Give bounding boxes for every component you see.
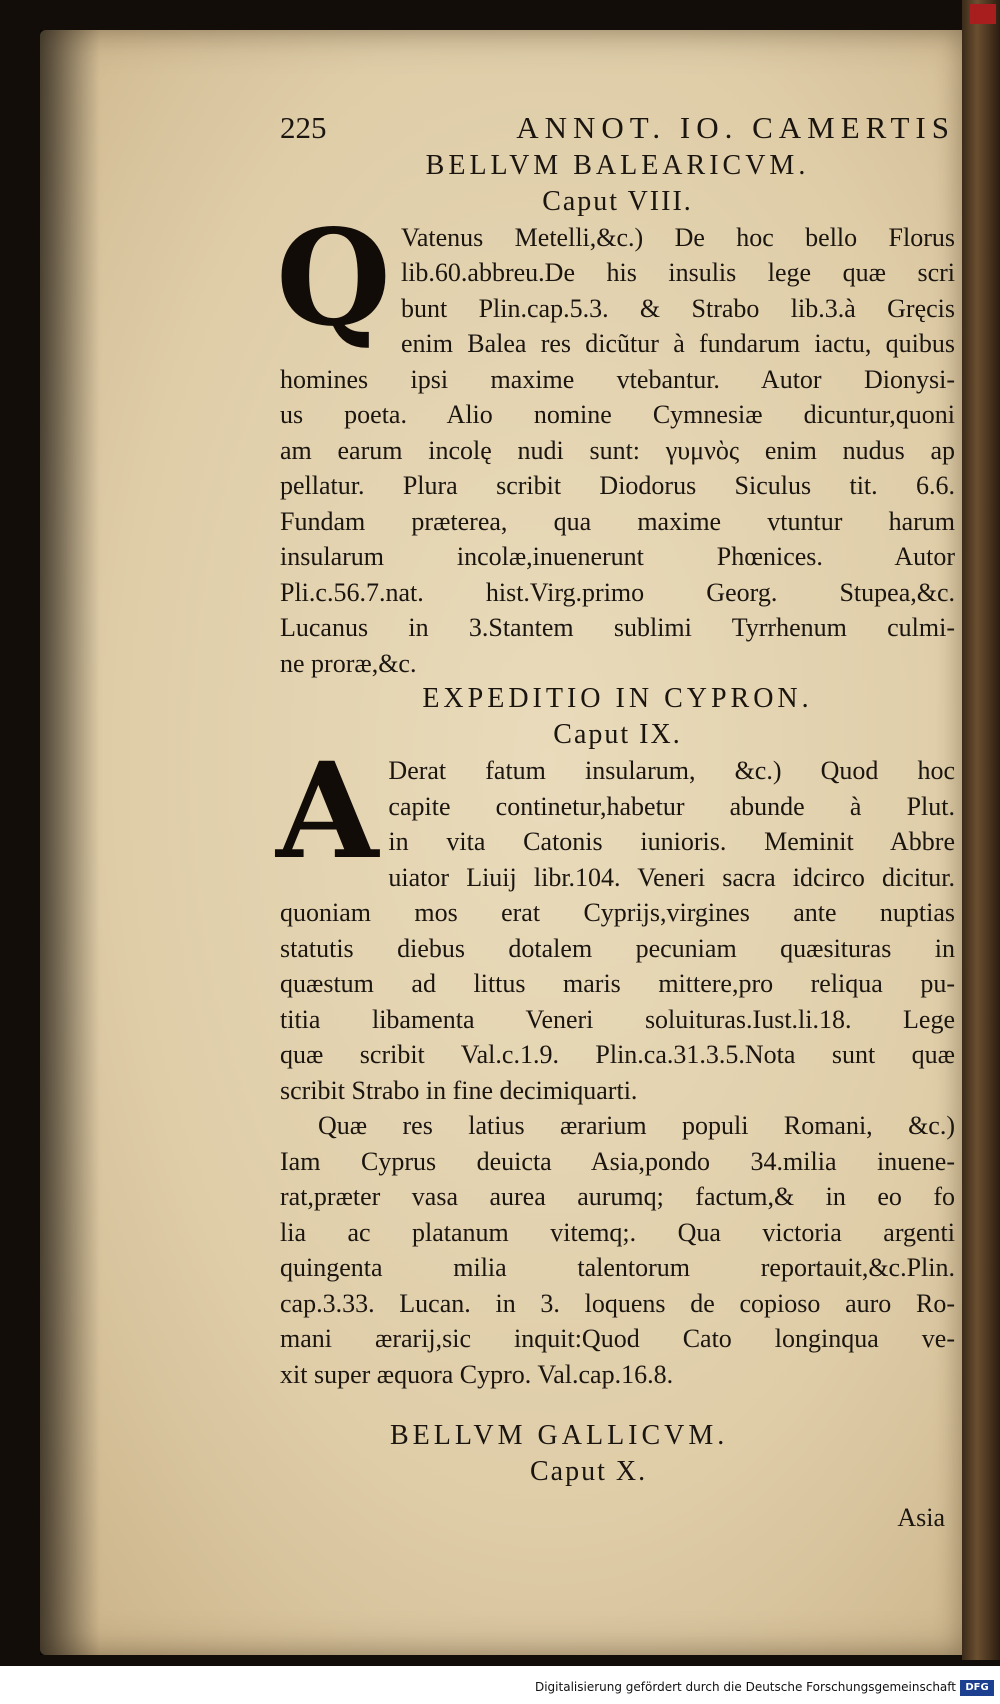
- text-line: Pli.c.56.7.nat. hist.Virg.primo Georg. Stupea,&c.: [280, 577, 955, 607]
- book-edge: [962, 0, 1000, 1660]
- text-line: Lucanus in 3.Stantem sublimi Tyrrhenum culmi-: [280, 613, 955, 642]
- text-line: quæ scribit Val.c.1.9. Plin.ca.31.3.5.Nota sunt quæ: [280, 1040, 955, 1069]
- text-line: pellatur. Plura scribit Diodorus Siculus tit. 6.6.: [280, 471, 955, 500]
- footer-bar: [0, 1666, 1000, 1704]
- text-line: statutis diebus dotalem pecuniam quæsituras in: [280, 933, 955, 963]
- text-line: cap.3.33. Lucan. in 3. loquens de copioso auro Ro-: [280, 1288, 955, 1318]
- dfg-logo: DFG: [960, 1680, 994, 1696]
- text-line: quoniam mos erat Cyprijs,virgines ante nuptias: [280, 898, 955, 927]
- section-heading: EXPEDITIO IN CYPRON.: [422, 683, 813, 714]
- text-line: rat,præter vasa aurea aurumq; factum,& in eo fo: [280, 1182, 955, 1211]
- text-line: am earum incolę nudi sunt: γυμνὸς enim nudus ap: [280, 435, 955, 465]
- text-line: Quæ res latius ærarium populi Romani, &c.): [318, 1111, 955, 1140]
- spine-shadow: [40, 30, 100, 1655]
- paragraph: [280, 1108, 955, 1392]
- chapter-label: Caput IX.: [553, 719, 682, 750]
- section-heading: BELLVM BALEARICVM.: [425, 149, 810, 181]
- text-line: ne proræ,&c.: [280, 648, 417, 678]
- text-line: Fundam præterea, qua maxime vtuntur harum: [280, 506, 955, 536]
- text-line: homines ipsi maxime vtebantur. Autor Dionysi-: [280, 364, 955, 394]
- text-line: us poeta. Alio nomine Cymnesiæ dicuntur,quoni: [280, 400, 955, 429]
- text-line: Vatenus Metelli,&c.) De hoc bello Florus: [400, 222, 955, 252]
- text-line: quingenta milia talentorum reportauit,&c.Plin.: [280, 1253, 955, 1282]
- text-line: scribit Strabo in fine decimiquarti.: [280, 1075, 638, 1105]
- chapter-label: Caput X.: [530, 1456, 648, 1487]
- digitization-credit: Digitalisierung gefördert durch die Deutsche Forschungsgemeinschaft: [534, 1680, 956, 1694]
- running-head: [280, 110, 955, 146]
- drop-capital: Q: [276, 200, 391, 356]
- text-line: uiator Liuij libr.104. Veneri sacra idcirco dicitur.: [388, 862, 955, 892]
- chapter-label: Caput VIII.: [542, 185, 693, 217]
- text-line: Iam Cyprus deuicta Asia,pondo 34.milia inuene-: [280, 1146, 955, 1176]
- text-line: insularum incolæ,inuenerunt Phœnices. Autor: [280, 542, 955, 571]
- section-heading: BELLVM GALLICVM.: [390, 1420, 729, 1451]
- text-line: lia ac platanum vitemq;. Qua victoria argenti: [280, 1217, 955, 1247]
- color-marker: [970, 4, 996, 24]
- page-text: [276, 110, 955, 1536]
- running-title: ANNOT. IO. CAMERTIS: [516, 110, 955, 145]
- text-line: bunt Plin.cap.5.3. & Strabo lib.3.à Gręcis: [400, 293, 955, 323]
- page-number: 225: [280, 110, 327, 145]
- text-line: xit super æquora Cypro. Val.cap.16.8.: [280, 1359, 674, 1389]
- text-line: mani ærarij,sic inquit:Quod Cato longinqua ve-: [280, 1324, 955, 1353]
- text-line: capite continetur,habetur abunde à Plut.: [388, 791, 955, 821]
- text-line: enim Balea res dicũtur à fundarum iactu, quibus: [400, 329, 955, 358]
- text-line: Derat fatum insularum, &c.) Quod hoc: [388, 756, 955, 785]
- text-line: lib.60.abbreu.De his insulis lege quæ scri: [400, 258, 955, 287]
- drop-capital: A: [276, 734, 379, 889]
- text-line: in vita Catonis iunioris. Meminit Abbre: [388, 827, 955, 856]
- catchword: Asia: [897, 1503, 945, 1532]
- text-line: quæstum ad littus maris mittere,pro reliqua pu-: [280, 969, 955, 998]
- text-line: titia libamenta Veneri soluituras.Iust.li.18. Lege: [280, 1004, 955, 1034]
